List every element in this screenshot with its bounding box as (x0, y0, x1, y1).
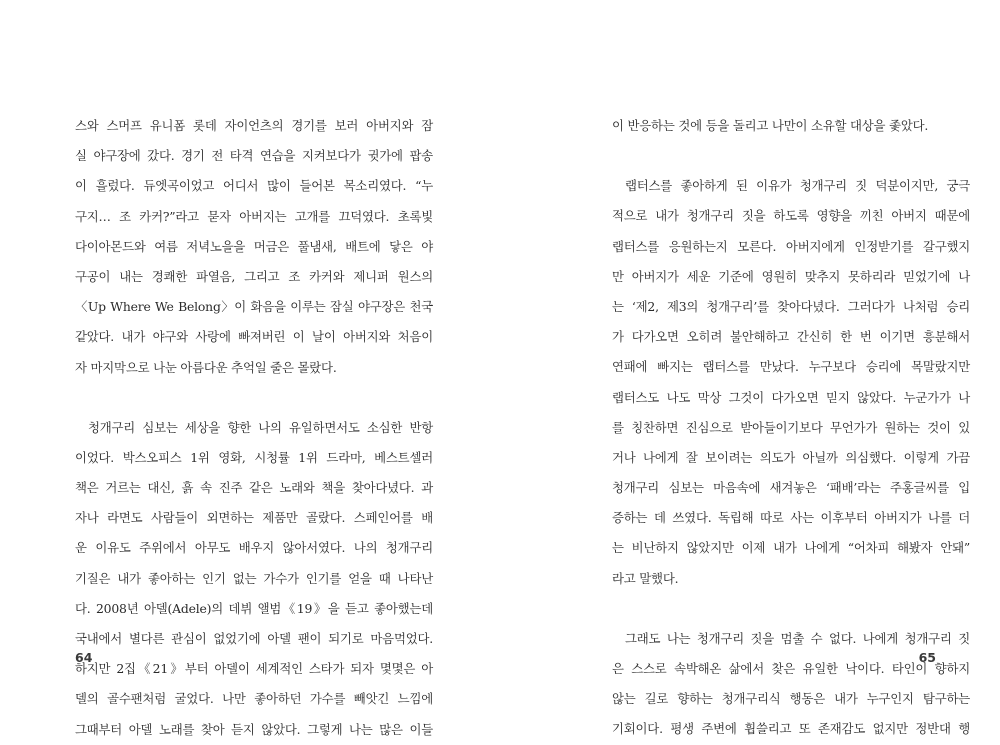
text-line: 델의 골수팬처럼 굴었다. 나만 좋아하던 가수를 빼앗긴 느낌에 (75, 691, 433, 707)
paragraph-gap (612, 141, 970, 171)
text-line: 만 아버지가 세운 기준에 영원히 맞추지 못하리라 믿었기에 나 (612, 268, 970, 284)
text-line: 랩터스를 응원하는지 모른다. 아버지에게 인정받기를 갈구했지 (612, 238, 970, 254)
text-line: 책은 거르는 대신, 흙 속 진주 같은 노래와 책을 찾아다녔다. 과 (75, 480, 433, 496)
right-page-text (612, 111, 970, 745)
text-line: 자 마지막으로 나눈 아름다운 추억일 줄은 몰랐다. (75, 359, 337, 375)
text-line: 국내에서 별다른 관심이 없었기에 아델 팬이 되기로 마음먹었다. (75, 631, 433, 646)
text-line: 그래도 나는 청개구리 짓을 멈출 수 없다. 나에게 청개구리 짓 (625, 630, 970, 646)
paragraph (75, 111, 433, 383)
text-line: 청개구리 심보는 마음속에 새겨놓은 ‘패배’라는 주홍글씨를 입 (612, 480, 970, 496)
text-line: 거나 나에게 잘 보이려는 의도가 아닐까 의심했다. 이렇게 가끔 (612, 449, 970, 465)
text-line: 이 반응하는 것에 등을 돌리고 나만이 소유할 대상을 좇았다. (612, 118, 929, 133)
text-line: 적으로 내가 청개구리 짓을 하도록 영향을 끼친 아버지 때문에 (612, 208, 970, 224)
text-line: 이 흘렀다. 듀엣곡이었고 어디서 많이 들어본 목소리였다. “누 (75, 178, 433, 194)
left-page (0, 0, 500, 737)
text-line: 구공이 내는 경쾌한 파열음, 그리고 조 카커와 제니퍼 원스의 (75, 268, 433, 284)
paragraph (612, 624, 970, 745)
text-line: 스와 스머프 유니폼 롯데 자이언츠의 경기를 보러 아버지와 잠 (75, 118, 433, 133)
text-line: 가 다가오면 오히려 불안해하고 간신히 한 번 이기면 흥분해서 (612, 329, 970, 345)
text-line: 기질은 내가 좋아하는 인기 없는 가수가 인기를 얻을 때 나타난 (75, 570, 433, 586)
text-line: 는 ‘제2, 제3의 청개구리’를 찾아다녔다. 그러다가 나처럼 승리 (612, 298, 970, 314)
paragraph-gap (612, 594, 970, 624)
text-line: 랩터스도 나도 막상 그것이 다가오면 믿지 않았다. 누군가가 나 (612, 389, 970, 405)
text-line: 않는 길로 향하는 청개구리식 행동은 내가 누구인지 탐구하는 (612, 691, 970, 707)
right-page (500, 0, 1000, 737)
paragraph-gap (75, 383, 433, 413)
text-line: 랩터스를 좋아하게 된 이유가 청개구리 짓 덕분이지만, 궁극 (625, 178, 970, 194)
text-line: 연패에 빠지는 랩터스를 만났다. 누구보다 승리에 목말랐지만 (612, 359, 970, 375)
text-line: 그때부터 아델 노래를 찾아 듣지 않았다. 그렇게 나는 많은 이들 (75, 721, 433, 737)
text-line: 증하는 데 쓰였다. 독립해 따로 사는 이후부터 아버지가 나를 더 (612, 510, 970, 526)
text-line: 다이아몬드와 여름 저녁노을을 머금은 풀냄새, 배트에 닿은 야 (75, 238, 433, 254)
paragraph (612, 111, 970, 141)
left-page-text (75, 111, 433, 745)
text-line: 실 야구장에 갔다. 경기 전 타격 연습을 지켜보다가 귓가에 팝송 (75, 148, 433, 164)
text-line: 라고 말했다. (612, 570, 679, 586)
text-line: 구지… 조 카커?”라고 묻자 아버지는 고개를 끄덕였다. 초록빛 (75, 208, 433, 224)
text-line: 하지만 2집《21》부터 아델이 세계적인 스타가 되자 몇몇은 아 (75, 661, 433, 677)
text-line: 는 비난하지 않았지만 이제 내가 나에게 “어차피 해봤자 안돼” (612, 540, 970, 556)
text-line: 같았다. 내가 야구와 사랑에 빠져버린 이 날이 아버지와 처음이 (75, 329, 433, 345)
paragraph (612, 171, 970, 594)
text-line: 를 칭찬하면 진심으로 받아들이기보다 무언가가 원하는 것이 있 (612, 419, 970, 435)
text-line: 은 스스로 속박해온 삶에서 찾은 유일한 낙이다. 타인이 향하지 (612, 661, 970, 676)
page-number: 65 (918, 650, 936, 665)
text-line: 기회이다. 평생 주변에 휩쓸리고 또 존재감도 없지만 정반대 행 (612, 721, 970, 737)
text-line: 다. 2008년 아델(Adele)의 데뷔 앨범《19》을 듣고 좋아했는데 (75, 600, 433, 616)
text-line: 청개구리 심보는 세상을 향한 나의 유일하면서도 소심한 반항 (88, 419, 433, 435)
text-line: 이었다. 박스오피스 1위 영화, 시청률 1위 드라마, 베스트셀러 (75, 449, 433, 465)
text-line: 운 이유도 주위에서 아무도 배우지 않아서였다. 나의 청개구리 (75, 540, 433, 556)
text-line: 〈Up Where We Belong〉이 화음을 이루는 잠실 야구장은 천국 (75, 299, 433, 315)
paragraph (75, 413, 433, 745)
text-line: 자나 라면도 사람들이 외면하는 제품만 골랐다. 스페인어를 배 (75, 510, 433, 526)
page-number: 64 (75, 650, 93, 665)
